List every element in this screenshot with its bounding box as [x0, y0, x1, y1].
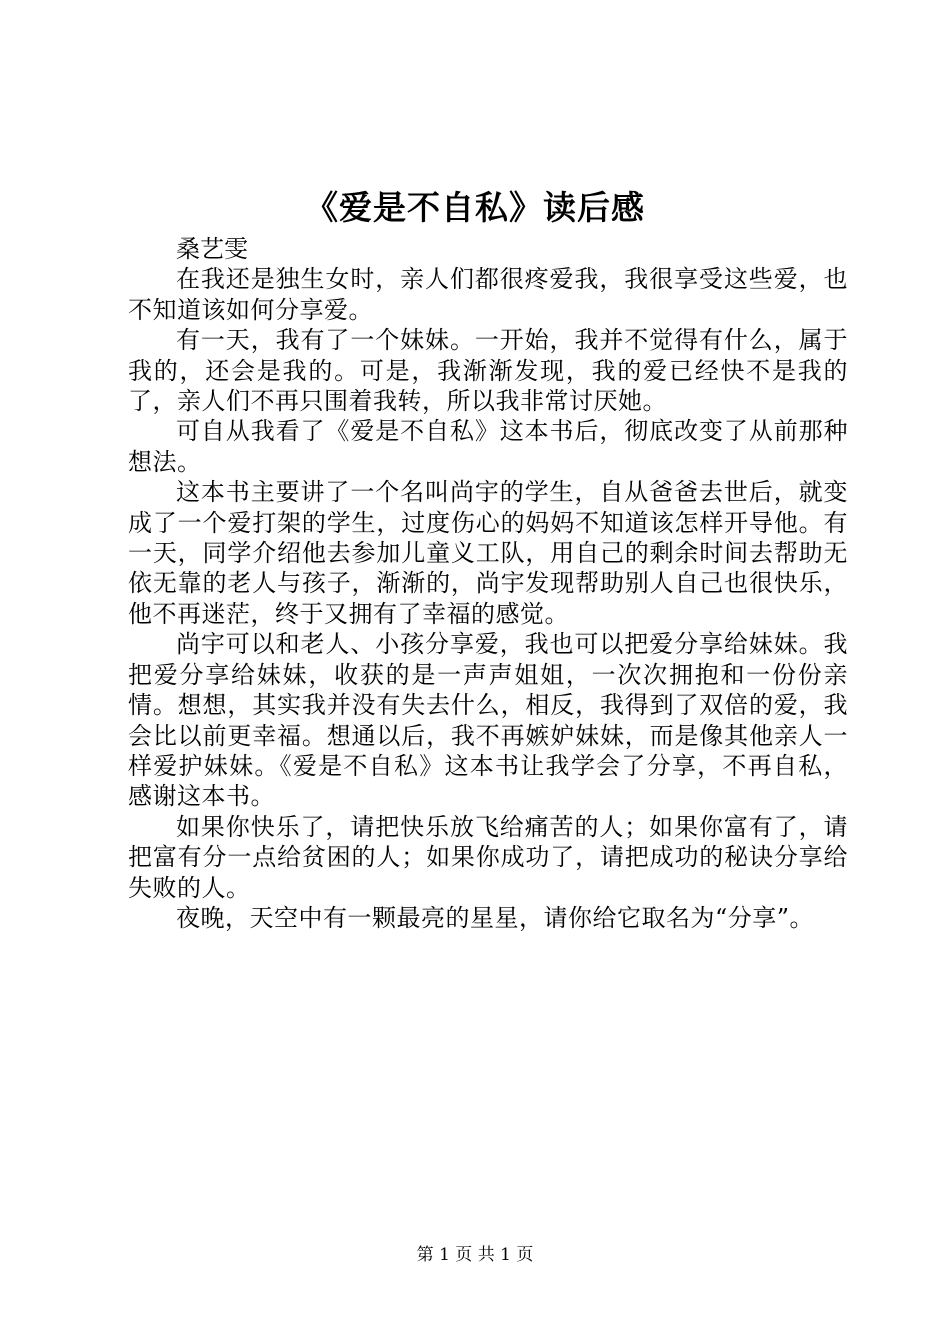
paragraph-3: 可自从我看了《爱是不自私》这本书后，彻底改变了从前那种想法。	[128, 417, 848, 476]
page-number-footer: 第 1 页 共 1 页	[416, 1245, 534, 1265]
paragraph-2: 有一天，我有了一个妹妹。一开始，我并不觉得有什么，属于我的，还会是我的。可是，我渐渐发现，我的爱已经快不是我的了，亲人们不再只围着我转，所以我非常讨厌她。	[128, 326, 848, 416]
paragraph-4: 这本书主要讲了一个名叫尚宇的学生，自从爸爸去世后，就变成了一个爱打架的学生，过度伤心的妈妈不知道该怎样开导他。有一天，同学介绍他去参加儿童义工队，用自己的剩余时间去帮助无依无靠的老人与孩子，渐渐的，尚宇发现帮助别人自己也很快乐，他不再迷茫，终于又拥有了幸福的感觉。	[128, 478, 848, 628]
document-body	[128, 234, 848, 933]
paragraph-5: 尚宇可以和老人、小孩分享爱，我也可以把爱分享给妹妹。我把爱分享给妹妹，收获的是一声声姐姐，一次次拥抱和一份份亲情。想想，其实我并没有失去什么，相反，我得到了双倍的爱，我会比以前更幸福。想通以后，我不再嫉妒妹妹，而是像其他亲人一样爱护妹妹。《爱是不自私》这本书让我学会了分享，不再自私，感谢这本书。	[128, 630, 848, 811]
document-title: 《爱是不自私》读后感	[305, 188, 645, 227]
paragraph-1: 在我还是独生女时，亲人们都很疼爱我，我很享受这些爱，也不知道该如何分享爱。	[128, 265, 848, 324]
paragraph-7: 夜晚，天空中有一颗最亮的星星，请你给它取名为“分享”。	[176, 903, 815, 932]
paragraph-6: 如果你快乐了，请把快乐放飞给痛苦的人；如果你富有了，请把富有分一点给贫困的人；如果你成功了，请把成功的秘诀分享给失败的人。	[128, 812, 848, 902]
author-name: 桑艺雯	[176, 235, 248, 263]
